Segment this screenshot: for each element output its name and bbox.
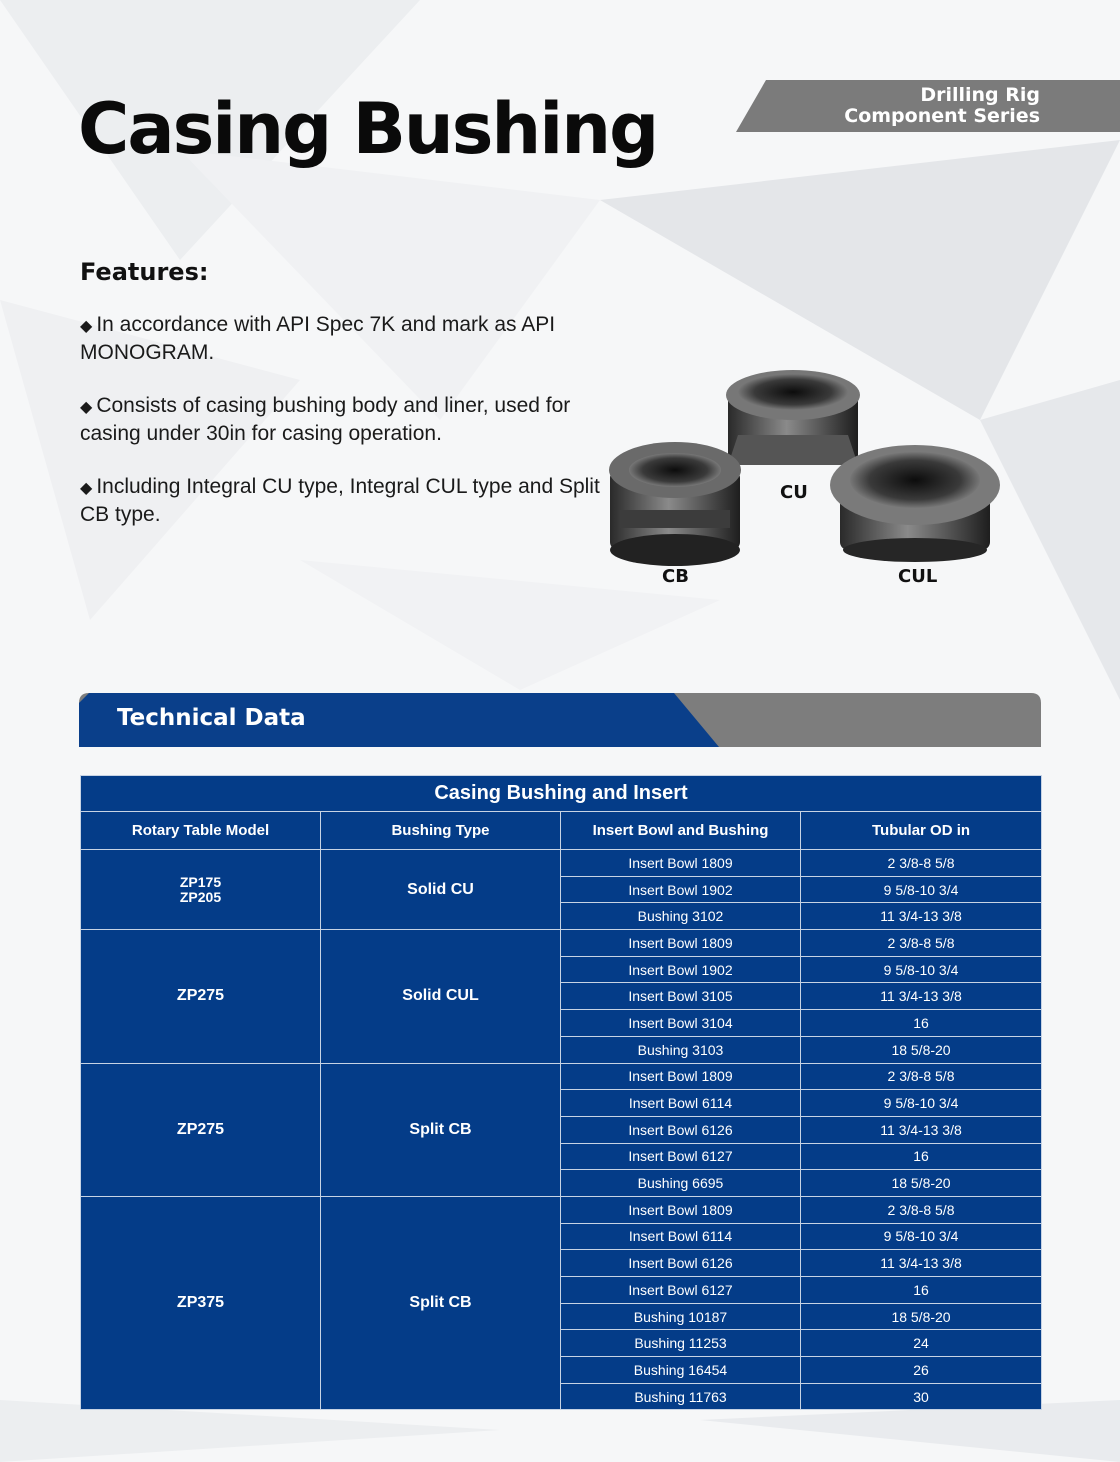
bushing-type-cell: Solid CUL — [321, 930, 561, 1063]
tubular-od-cell: 11 3/4-13 3/8 — [801, 983, 1042, 1010]
tubular-od-cell: 11 3/4-13 3/8 — [801, 903, 1042, 930]
series-label — [844, 85, 1040, 127]
insert-bowl-cell: Insert Bowl 1809 — [561, 850, 801, 877]
table-caption: Casing Bushing and Insert — [81, 776, 1042, 812]
column-header-insert: Insert Bowl and Bushing — [561, 812, 801, 850]
tubular-od-cell: 26 — [801, 1357, 1042, 1384]
tubular-od-cell: 18 5/8-20 — [801, 1036, 1042, 1063]
feature-text-1: In accordance with API Spec 7K and mark as API MONOGRAM. — [80, 313, 556, 364]
insert-bowl-cell: Insert Bowl 6126 — [561, 1250, 801, 1277]
rotary-table-model-cell — [81, 1196, 321, 1410]
diamond-bullet-icon: ◆ — [80, 399, 93, 416]
features-heading: Features: — [80, 258, 209, 286]
tubular-od-cell: 2 3/8-8 5/8 — [801, 850, 1042, 877]
feature-item-2 — [80, 393, 600, 447]
bushing-type-cell: Split CB — [321, 1063, 561, 1196]
insert-bowl-cell: Insert Bowl 3105 — [561, 983, 801, 1010]
page-title: Casing Bushing — [78, 88, 658, 170]
tubular-od-cell: 2 3/8-8 5/8 — [801, 1196, 1042, 1223]
bushing-type-cell: Solid CU — [321, 850, 561, 930]
tubular-od-cell: 9 5/8-10 3/4 — [801, 1090, 1042, 1117]
label-cul: CUL — [898, 566, 938, 587]
diamond-bullet-icon: ◆ — [80, 480, 93, 497]
insert-bowl-cell: Insert Bowl 6114 — [561, 1223, 801, 1250]
tubular-od-cell: 9 5/8-10 3/4 — [801, 876, 1042, 903]
table-row — [81, 1063, 1042, 1090]
rotary-table-model-cell — [81, 930, 321, 1063]
table-row — [81, 850, 1042, 877]
rotary-table-model-cell — [81, 1063, 321, 1196]
technical-data-title: Technical Data — [117, 705, 306, 731]
model-line: ZP275 — [176, 987, 225, 1005]
insert-bowl-cell: Bushing 11253 — [561, 1330, 801, 1357]
insert-bowl-cell: Insert Bowl 1902 — [561, 876, 801, 903]
column-header-model: Rotary Table Model — [81, 812, 321, 850]
tubular-od-cell: 9 5/8-10 3/4 — [801, 956, 1042, 983]
insert-bowl-cell: Insert Bowl 6126 — [561, 1116, 801, 1143]
rotary-table-model-cell — [81, 850, 321, 930]
tubular-od-cell: 2 3/8-8 5/8 — [801, 1063, 1042, 1090]
product-photo — [600, 340, 1020, 600]
insert-bowl-cell: Insert Bowl 1809 — [561, 930, 801, 957]
column-header-type: Bushing Type — [321, 812, 561, 850]
insert-bowl-cell: Bushing 3102 — [561, 903, 801, 930]
model-line: ZP275 — [176, 1120, 225, 1138]
tubular-od-cell: 16 — [801, 1010, 1042, 1037]
tubular-od-cell: 9 5/8-10 3/4 — [801, 1223, 1042, 1250]
insert-bowl-cell: Bushing 11763 — [561, 1383, 801, 1410]
model-line: ZP175 — [179, 873, 222, 890]
model-line: ZP375 — [176, 1294, 225, 1312]
spec-table — [80, 775, 1042, 1410]
tubular-od-cell: 16 — [801, 1277, 1042, 1304]
technical-data-banner — [79, 693, 1041, 747]
insert-bowl-cell: Insert Bowl 6127 — [561, 1277, 801, 1304]
model-line: ZP205 — [179, 888, 222, 905]
tubular-od-cell: 24 — [801, 1330, 1042, 1357]
series-tab — [736, 80, 1120, 132]
insert-bowl-cell: Bushing 6695 — [561, 1170, 801, 1197]
insert-bowl-cell: Bushing 16454 — [561, 1357, 801, 1384]
cu-bushing-shape — [726, 370, 860, 465]
feature-text-3: Including Integral CU type, Integral CUL type and Split CB type. — [80, 475, 600, 526]
tubular-od-cell: 18 5/8-20 — [801, 1170, 1042, 1197]
features-section — [80, 258, 600, 555]
insert-bowl-cell: Insert Bowl 6114 — [561, 1090, 801, 1117]
table-row — [81, 930, 1042, 957]
column-header-od: Tubular OD in — [801, 812, 1042, 850]
feature-text-2: Consists of casing bushing body and liner, used for casing under 30in for casing operation. — [80, 394, 571, 445]
series-line-2: Component Series — [844, 105, 1040, 127]
label-cb: CB — [662, 566, 689, 587]
insert-bowl-cell: Bushing 10187 — [561, 1303, 801, 1330]
tubular-od-cell: 11 3/4-13 3/8 — [801, 1116, 1042, 1143]
cb-bushing-shape — [609, 442, 741, 566]
feature-item-1 — [80, 312, 600, 366]
diamond-bullet-icon: ◆ — [80, 318, 93, 335]
insert-bowl-cell: Bushing 3103 — [561, 1036, 801, 1063]
insert-bowl-cell: Insert Bowl 6127 — [561, 1143, 801, 1170]
insert-bowl-cell: Insert Bowl 1902 — [561, 956, 801, 983]
feature-item-3 — [80, 474, 600, 528]
insert-bowl-cell: Insert Bowl 1809 — [561, 1063, 801, 1090]
tubular-od-cell: 16 — [801, 1143, 1042, 1170]
cul-bushing-shape — [830, 445, 1000, 562]
tubular-od-cell: 2 3/8-8 5/8 — [801, 930, 1042, 957]
tubular-od-cell: 11 3/4-13 3/8 — [801, 1250, 1042, 1277]
insert-bowl-cell: Insert Bowl 3104 — [561, 1010, 801, 1037]
tubular-od-cell: 18 5/8-20 — [801, 1303, 1042, 1330]
tubular-od-cell: 30 — [801, 1383, 1042, 1410]
insert-bowl-cell: Insert Bowl 1809 — [561, 1196, 801, 1223]
series-line-1: Drilling Rig — [920, 84, 1040, 106]
label-cu: CU — [780, 482, 808, 503]
bushing-type-cell: Split CB — [321, 1196, 561, 1410]
table-row — [81, 1196, 1042, 1223]
